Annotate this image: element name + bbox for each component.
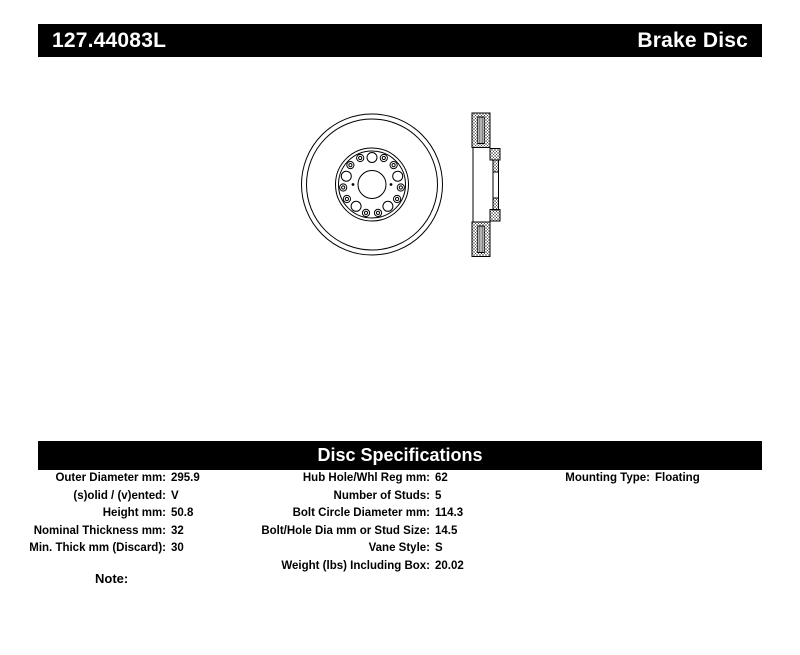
spec-value: 62 bbox=[435, 472, 448, 484]
spec-section-bar bbox=[38, 441, 762, 470]
spec-column-right bbox=[530, 472, 700, 490]
spec-label: Number of Studs: bbox=[333, 489, 430, 502]
spec-value: 5 bbox=[435, 489, 442, 502]
spec-label: Outer Diameter mm: bbox=[55, 472, 166, 484]
spec-label: Hub Hole/Whl Reg mm: bbox=[302, 472, 430, 484]
disc-friction-surface-edge bbox=[307, 119, 438, 250]
spec-row bbox=[18, 507, 200, 525]
spec-value: Floating bbox=[655, 472, 700, 484]
spec-row bbox=[530, 472, 700, 490]
spec-row bbox=[250, 542, 464, 560]
spec-row bbox=[18, 490, 200, 508]
spec-label: Bolt/Hole Dia mm or Stud Size: bbox=[261, 524, 430, 537]
spec-value: S bbox=[435, 542, 443, 554]
spec-row bbox=[18, 472, 200, 490]
note-label: Note: bbox=[95, 571, 129, 586]
spec-value: V bbox=[171, 489, 179, 502]
spec-column-middle bbox=[250, 472, 464, 577]
section-hat bbox=[473, 148, 500, 223]
header-bar bbox=[38, 24, 762, 57]
disc-outer-edge bbox=[302, 114, 443, 255]
spec-value: 32 bbox=[171, 524, 184, 537]
spec-row bbox=[18, 525, 200, 543]
spec-label: Weight (lbs) Including Box: bbox=[281, 559, 430, 572]
brake-disc-technical-drawing bbox=[295, 105, 510, 267]
spec-label: Height mm: bbox=[102, 507, 166, 519]
hub-inner-ring bbox=[339, 151, 406, 218]
hub-outer-ring bbox=[336, 148, 409, 221]
spec-row bbox=[250, 560, 464, 578]
spec-label: Bolt Circle Diameter mm: bbox=[292, 507, 430, 519]
spec-section-title: Disc Specifications bbox=[317, 445, 483, 465]
brake-disc-front-view bbox=[302, 114, 443, 255]
brake-disc-cross-section-view bbox=[472, 113, 500, 257]
spec-value: 20.02 bbox=[435, 559, 464, 572]
spec-row bbox=[250, 490, 464, 508]
center-bore bbox=[358, 171, 386, 199]
spec-row bbox=[250, 507, 464, 525]
spec-value: 50.8 bbox=[171, 507, 194, 519]
spec-row bbox=[18, 542, 200, 560]
part-number: 127.44083L bbox=[52, 28, 167, 52]
spec-row bbox=[250, 525, 464, 543]
spec-value: 114.3 bbox=[435, 507, 464, 519]
spec-value: 30 bbox=[171, 542, 184, 554]
spec-label: Vane Style: bbox=[368, 542, 430, 554]
spec-label: (s)olid / (v)ented: bbox=[73, 489, 166, 502]
spec-column-left bbox=[18, 472, 200, 560]
spec-value: 295.9 bbox=[171, 472, 200, 484]
spec-label: Nominal Thickness mm: bbox=[33, 524, 166, 537]
drilled-holes bbox=[340, 154, 405, 216]
spec-label: Min. Thick mm (Discard): bbox=[29, 542, 166, 554]
spec-row bbox=[250, 472, 464, 490]
spec-label: Mounting Type: bbox=[565, 472, 650, 484]
spec-value: 14.5 bbox=[435, 524, 458, 537]
product-type-title: Brake Disc bbox=[637, 28, 748, 52]
